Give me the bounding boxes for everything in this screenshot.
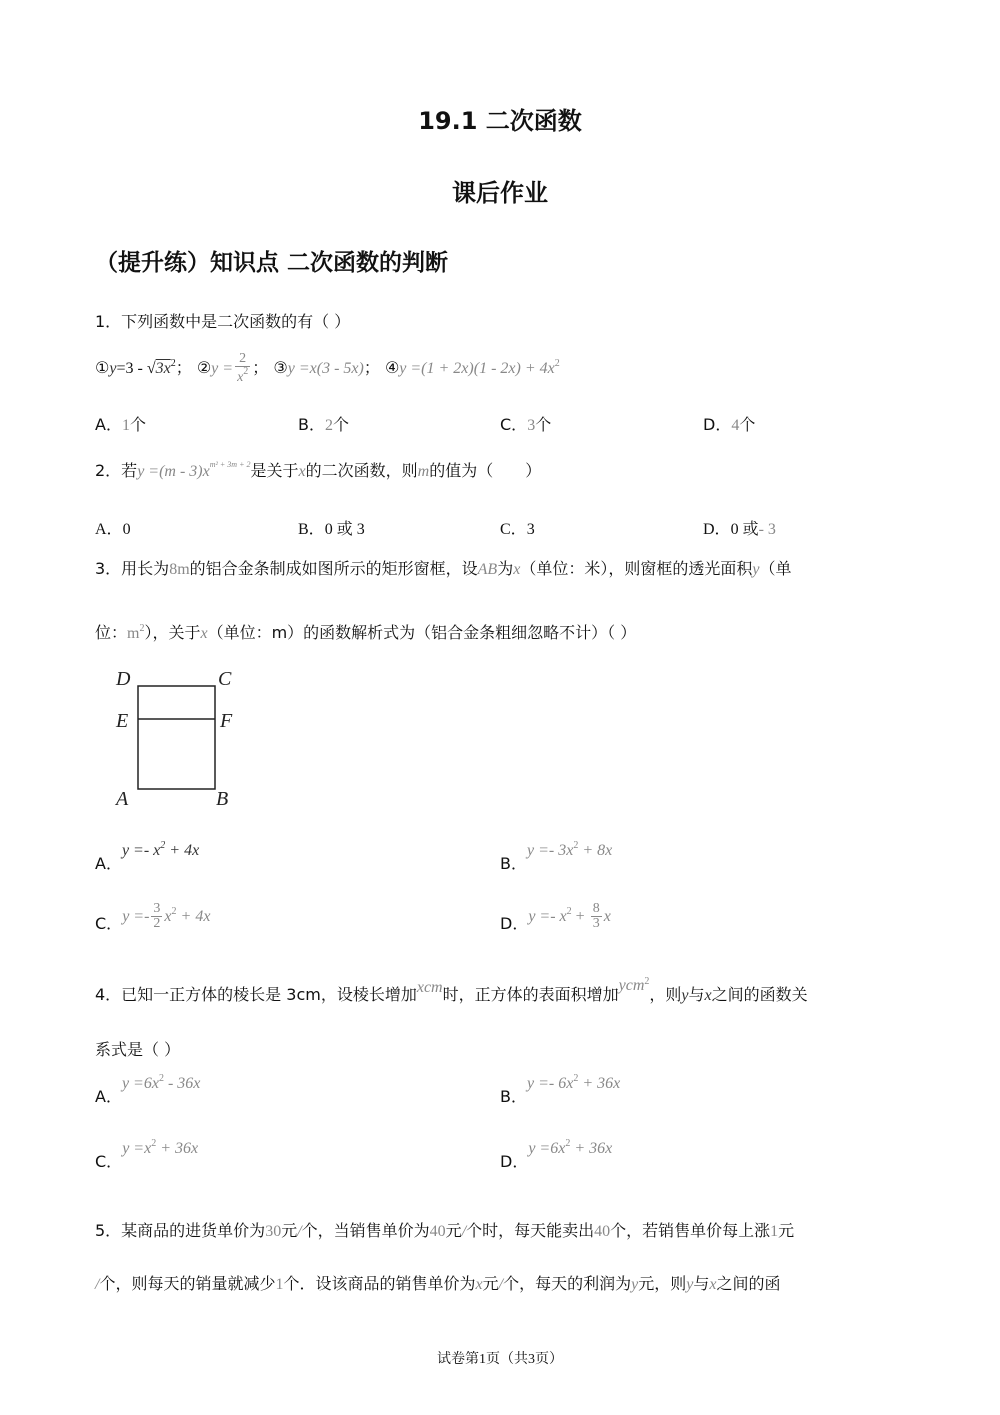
text-fragment: 2 — [644, 976, 650, 987]
q3-option-b[interactable] — [500, 840, 612, 874]
label-d: D — [116, 668, 131, 690]
text-fragment: 2 — [324, 417, 333, 434]
text-fragment: 个 — [535, 415, 552, 434]
text-fragment: 3x — [155, 360, 171, 377]
text-fragment: y — [681, 987, 689, 1004]
question-1-expressions — [95, 352, 560, 385]
text-fragment: 与 — [693, 1274, 710, 1293]
text-fragment: 2 — [171, 906, 177, 917]
text-fragment: x — [298, 463, 306, 480]
q3-option-c[interactable] — [95, 902, 210, 934]
text-fragment: 3 — [526, 521, 535, 538]
q4-option-d[interactable] — [500, 1138, 612, 1172]
text-fragment: 2 — [139, 623, 145, 634]
q4-option-c[interactable] — [95, 1138, 198, 1172]
text-fragment: y — [686, 1276, 694, 1293]
text-fragment: 为 — [497, 559, 514, 578]
question-5-stem-line1 — [95, 1218, 794, 1241]
text-fragment: D． — [703, 521, 731, 538]
text-fragment: 个．设该商品的销售单价为 — [283, 1274, 476, 1293]
text-fragment: B． — [298, 521, 325, 538]
text-fragment: D． — [500, 1152, 529, 1171]
q1-option-d[interactable] — [703, 412, 755, 435]
text-fragment: C． — [95, 1152, 123, 1171]
text-fragment: 2 — [160, 840, 166, 851]
text-fragment: A． — [95, 415, 122, 434]
text-fragment: m — [127, 625, 140, 642]
text-fragment: ； — [252, 358, 269, 377]
text-fragment: 3 — [153, 901, 161, 916]
text-fragment: 之间的函数关 — [711, 985, 808, 1004]
text-fragment: x — [200, 625, 208, 642]
q4-option-b[interactable] — [500, 1073, 620, 1107]
text-fragment: m² + 3m + 2 — [209, 460, 251, 469]
text-fragment: 0 或 3 — [324, 521, 365, 538]
text-fragment: / — [95, 1276, 100, 1293]
fraction — [591, 902, 602, 931]
text-fragment: 个，若销售单价每上涨 — [610, 1221, 771, 1240]
text-fragment: （单 — [759, 559, 792, 578]
text-fragment: C． — [95, 914, 123, 933]
text-fragment: 3．用长为 — [95, 559, 170, 578]
text-fragment: B． — [298, 415, 325, 434]
text-fragment: y =6x — [528, 1140, 566, 1157]
text-fragment: ； — [363, 358, 380, 377]
text-fragment: ① — [95, 358, 110, 377]
text-fragment: y =(1 + 2x)(1 - 2x) + 4x — [399, 360, 555, 377]
text-fragment: y =- 6x — [526, 1075, 574, 1092]
text-fragment: - 3 — [758, 521, 776, 538]
text-fragment: 1 — [770, 1223, 779, 1240]
text-fragment: （单位：米），则窗框的透光面积 — [520, 559, 753, 578]
text-fragment: y =- x — [121, 842, 161, 859]
frame-rectangle — [138, 686, 215, 789]
text-fragment: m — [417, 463, 430, 480]
q1-option-b[interactable] — [298, 412, 349, 435]
text-fragment: 元 — [778, 1221, 795, 1240]
question-3-stem-line1 — [95, 556, 791, 579]
text-fragment: 0 或 — [730, 521, 759, 538]
window-frame-diagram — [110, 668, 250, 813]
text-fragment: y — [109, 360, 117, 377]
q2-option-d[interactable] — [703, 516, 776, 539]
text-fragment: 元 — [281, 1221, 298, 1240]
label-a: A — [116, 788, 129, 810]
text-fragment: ④ — [384, 358, 400, 377]
text-fragment: C． — [500, 521, 527, 538]
text-fragment: - 36x — [163, 1075, 201, 1092]
q2-option-a[interactable] — [95, 516, 131, 539]
text-fragment: 8 — [592, 901, 600, 916]
question-4-stem-line2: 系式是（ ） — [95, 1040, 181, 1059]
text-fragment: y = — [211, 360, 234, 377]
text-fragment: + 36x — [156, 1140, 199, 1157]
text-fragment: （单位：m）的函数解析式为（铝合金条粗细忽略不计）（ ） — [207, 623, 637, 642]
text-fragment: 2 — [566, 906, 572, 917]
text-fragment: + — [571, 908, 589, 925]
section-heading: （提升练）知识点 二次函数的判断 — [95, 250, 449, 276]
text-fragment: 个 — [739, 415, 756, 434]
text-fragment: y — [631, 1276, 639, 1293]
text-fragment: 2 — [565, 1138, 571, 1149]
text-fragment: 与 — [688, 985, 705, 1004]
text-fragment: x — [513, 561, 521, 578]
label-b: B — [216, 788, 229, 810]
text-fragment: y =6x — [121, 1075, 159, 1092]
text-fragment: 个 — [129, 415, 146, 434]
text-fragment: 2 — [573, 840, 579, 851]
text-fragment: + 8x — [578, 842, 613, 859]
text-fragment: A． — [95, 854, 122, 873]
q3-option-d[interactable] — [500, 902, 611, 934]
text-fragment: 2 — [243, 366, 249, 377]
text-fragment: / — [461, 1223, 467, 1240]
text-fragment: AB — [477, 561, 498, 578]
text-fragment: + 4x — [176, 908, 211, 925]
text-fragment: + 4x — [165, 842, 200, 859]
text-fragment: C． — [500, 415, 528, 434]
text-fragment: y =x — [122, 1140, 152, 1157]
q2-option-b[interactable] — [298, 516, 365, 539]
text-fragment: B． — [500, 854, 527, 873]
q4-option-a[interactable] — [95, 1073, 200, 1107]
text-fragment: x — [475, 1276, 483, 1293]
text-fragment: x — [164, 908, 172, 925]
label-c: C — [218, 668, 232, 690]
text-fragment: y =x(3 - 5x) — [287, 360, 364, 377]
text-fragment: 元，则 — [638, 1274, 687, 1293]
text-fragment: D． — [500, 914, 529, 933]
text-fragment: 2 — [170, 358, 176, 369]
text-fragment: 之间的函 — [716, 1274, 781, 1293]
text-fragment: ② — [196, 358, 212, 377]
text-fragment: / — [498, 1276, 504, 1293]
text-fragment: 2 — [153, 916, 161, 931]
text-fragment: 个时，每天能卖出 — [466, 1221, 595, 1240]
text-fragment: 30 — [265, 1223, 282, 1240]
question-5-stem-line2 — [95, 1271, 780, 1294]
text-fragment: + 36x — [578, 1075, 621, 1092]
text-fragment: 40 — [429, 1223, 446, 1240]
text-fragment: A． — [95, 1087, 122, 1106]
q1-option-a[interactable] — [95, 412, 146, 435]
question-1-stem: 1．下列函数中是二次函数的有（ ） — [95, 312, 351, 331]
text-fragment: √ — [146, 360, 156, 377]
text-fragment: y =- x — [528, 908, 567, 925]
text-fragment: 8m — [169, 561, 190, 578]
text-fragment: 是关于 — [250, 461, 299, 480]
text-fragment: y =(m - 3)x — [137, 463, 210, 480]
text-fragment: 1 — [121, 417, 130, 434]
text-fragment: 元 — [445, 1221, 462, 1240]
text-fragment: 个 — [332, 415, 349, 434]
text-fragment: 5．某商品的进货单价为 — [95, 1221, 266, 1240]
text-fragment: 2 — [158, 1073, 164, 1084]
text-fragment: xcm — [416, 979, 443, 996]
text-fragment: x — [603, 908, 611, 925]
text-fragment: 4．已知一正方体的棱长是 3cm，设棱长增加 — [95, 985, 417, 1004]
q1-option-c[interactable] — [500, 412, 551, 435]
question-3-stem-line2 — [95, 620, 636, 643]
text-fragment: y =- 3x — [526, 842, 574, 859]
text-fragment: ），关于 — [144, 623, 201, 642]
page-footer: 试卷第1页（共3页） — [437, 1352, 563, 1367]
text-fragment: 的值为（ ） — [429, 461, 542, 480]
text-fragment: 的二次函数，则 — [305, 461, 418, 480]
text-fragment: 的铝合金条制成如图所示的矩形窗框，设 — [189, 559, 478, 578]
text-fragment: ③ — [273, 358, 288, 377]
text-fragment: 2 — [239, 351, 247, 366]
text-fragment: B． — [500, 1087, 527, 1106]
text-fragment: y — [752, 561, 760, 578]
text-fragment: + 36x — [570, 1140, 613, 1157]
text-fragment: 2．若 — [95, 461, 138, 480]
question-2-stem — [95, 458, 541, 481]
text-fragment: 位： — [95, 623, 128, 642]
text-fragment: 个，当销售单价为 — [301, 1221, 430, 1240]
text-fragment: 个，则每天的销量就减少 — [99, 1274, 276, 1293]
text-fragment: A． — [95, 521, 123, 538]
text-fragment: / — [297, 1223, 302, 1240]
text-fragment: ycm — [618, 977, 645, 994]
text-fragment: D． — [703, 415, 732, 434]
text-fragment: 2 — [554, 358, 560, 369]
text-fragment: y =- — [122, 908, 150, 925]
text-fragment: 0 — [122, 521, 131, 538]
fraction — [151, 902, 162, 931]
text-fragment: 3 — [527, 417, 536, 434]
text-fragment: 时，正方体的表面积增加 — [442, 985, 619, 1004]
text-fragment: ； — [175, 358, 192, 377]
label-e: E — [116, 710, 129, 732]
text-fragment: 1 — [275, 1276, 284, 1293]
text-fragment: x — [237, 370, 244, 385]
fraction — [235, 352, 250, 385]
page-title: 19.1 二次函数 — [418, 107, 582, 135]
text-fragment: 元 — [482, 1274, 499, 1293]
text-fragment: =3 - — [116, 360, 147, 377]
text-fragment: x — [709, 1276, 717, 1293]
text-fragment: 2 — [573, 1073, 579, 1084]
q3-option-a[interactable] — [95, 840, 199, 874]
text-fragment: x — [704, 987, 712, 1004]
label-f: F — [220, 710, 233, 732]
text-fragment: 个，每天的利润为 — [503, 1274, 632, 1293]
text-fragment: 40 — [594, 1223, 611, 1240]
text-fragment: ，则 — [649, 985, 682, 1004]
text-fragment: 2 — [151, 1138, 157, 1149]
text-fragment: 4 — [731, 417, 740, 434]
text-fragment: 3 — [592, 916, 600, 931]
page-subtitle: 课后作业 — [452, 179, 548, 207]
q2-option-c[interactable] — [500, 516, 535, 539]
question-4-stem-line1 — [95, 976, 808, 1005]
